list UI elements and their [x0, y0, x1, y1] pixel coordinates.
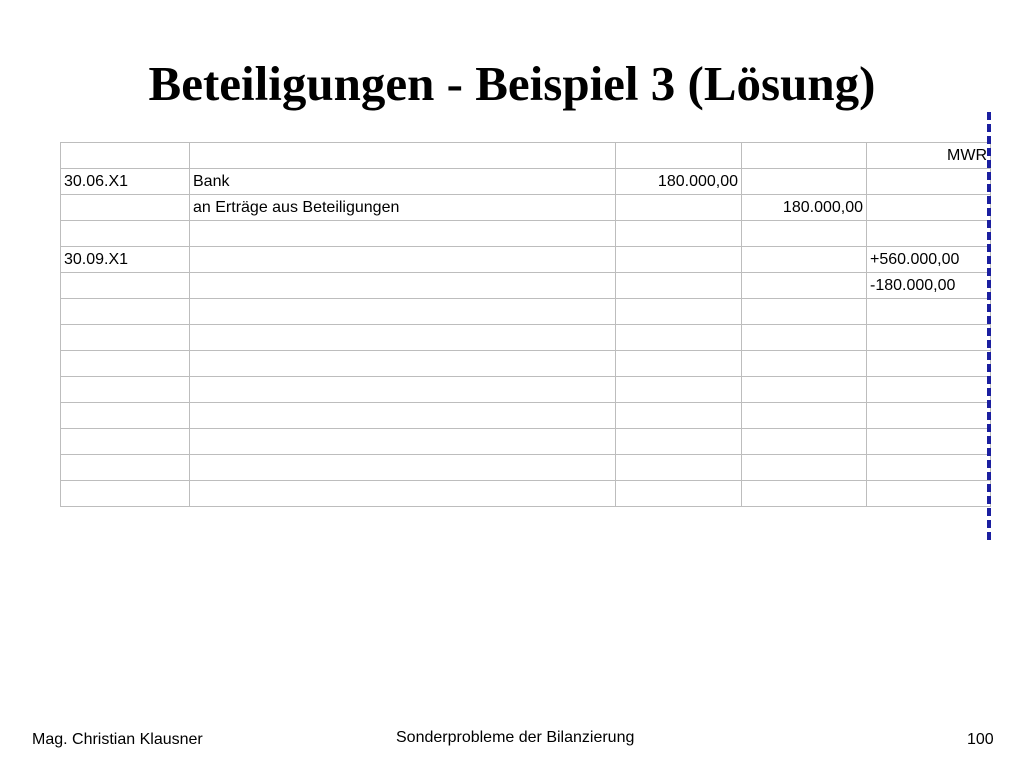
table-cell-account — [190, 221, 616, 247]
table-row — [61, 403, 991, 429]
table-cell-date — [61, 221, 190, 247]
table-cell-debit — [616, 325, 742, 351]
table-cell-debit — [616, 273, 742, 299]
table-cell-debit — [616, 221, 742, 247]
table-cell-debit — [616, 377, 742, 403]
footer-subject: Sonderprobleme der Bilanzierung — [396, 729, 635, 746]
table-cell-debit — [616, 429, 742, 455]
table-cell-mwr — [867, 195, 991, 221]
table-cell-credit — [742, 221, 867, 247]
table-cell-date — [61, 299, 190, 325]
table-row — [61, 273, 991, 299]
table-row — [61, 247, 991, 273]
table-cell-credit — [742, 299, 867, 325]
table-cell-mwr — [867, 351, 991, 377]
table-cell-credit — [742, 351, 867, 377]
table-cell-account — [190, 299, 616, 325]
table-cell-credit — [742, 169, 867, 195]
table-cell-mwr — [867, 325, 991, 351]
table-cell-account — [190, 351, 616, 377]
table-row — [61, 221, 991, 247]
table-cell-debit — [616, 195, 742, 221]
table-cell-date — [61, 429, 190, 455]
table-cell-date — [61, 481, 190, 507]
table-row — [61, 195, 991, 221]
table-cell-account — [190, 143, 616, 169]
table-cell-mwr — [867, 481, 991, 507]
table-cell-mwr — [867, 169, 991, 195]
table-cell-date — [61, 403, 190, 429]
table-cell-debit — [616, 481, 742, 507]
table-cell-mwr — [867, 221, 991, 247]
table-cell-debit — [616, 351, 742, 377]
table-cell-account — [190, 455, 616, 481]
table-row — [61, 299, 991, 325]
table-cell-mwr — [867, 429, 991, 455]
table-cell-credit — [742, 403, 867, 429]
table-cell-date — [61, 351, 190, 377]
table-cell-credit — [742, 429, 867, 455]
table-cell-account: Bank — [190, 169, 616, 195]
table-cell-date: 30.09.X1 — [61, 247, 190, 273]
table-cell-account: an Erträge aus Beteiligungen — [190, 195, 616, 221]
table-row — [61, 455, 991, 481]
table-cell-account — [190, 325, 616, 351]
table-cell-account — [190, 273, 616, 299]
table-cell-mwr — [867, 299, 991, 325]
table-cell-debit — [616, 455, 742, 481]
table-cell-credit — [742, 481, 867, 507]
table-cell-date — [61, 455, 190, 481]
table-cell-credit — [742, 377, 867, 403]
table-cell-date — [61, 325, 190, 351]
table-row — [61, 169, 991, 195]
table-cell-credit — [742, 455, 867, 481]
table-row — [61, 481, 991, 507]
footer-author: Mag. Christian Klausner — [32, 731, 203, 748]
table-cell-credit — [742, 143, 867, 169]
table-cell-mwr — [867, 377, 991, 403]
table-row — [61, 351, 991, 377]
table-cell-date — [61, 195, 190, 221]
dashed-divider-line — [987, 112, 991, 540]
table-cell-credit: 180.000,00 — [742, 195, 867, 221]
slide-title: Beteiligungen - Beispiel 3 (Lösung) — [148, 56, 876, 111]
table-cell-mwr — [867, 455, 991, 481]
table-row — [61, 429, 991, 455]
table-row — [61, 325, 991, 351]
table-cell-mwr: MWR — [867, 143, 991, 169]
table-cell-debit — [616, 143, 742, 169]
footer-page-number: 100 — [967, 731, 994, 748]
table-cell-debit — [616, 403, 742, 429]
table-row — [61, 143, 991, 169]
table-cell-mwr: +560.000,00 — [867, 247, 991, 273]
table-cell-mwr — [867, 403, 991, 429]
table-cell-date — [61, 377, 190, 403]
table-cell-date — [61, 273, 190, 299]
table-cell-mwr: -180.000,00 — [867, 273, 991, 299]
table-cell-account — [190, 247, 616, 273]
table-row — [61, 377, 991, 403]
journal-table — [60, 142, 991, 507]
table-cell-credit — [742, 273, 867, 299]
table-cell-debit — [616, 299, 742, 325]
table-cell-date — [61, 143, 190, 169]
table-cell-date: 30.06.X1 — [61, 169, 190, 195]
table-cell-account — [190, 481, 616, 507]
table-cell-debit — [616, 247, 742, 273]
table-cell-account — [190, 403, 616, 429]
table-cell-credit — [742, 247, 867, 273]
table-cell-account — [190, 429, 616, 455]
table-cell-credit — [742, 325, 867, 351]
table-cell-debit: 180.000,00 — [616, 169, 742, 195]
table-cell-account — [190, 377, 616, 403]
